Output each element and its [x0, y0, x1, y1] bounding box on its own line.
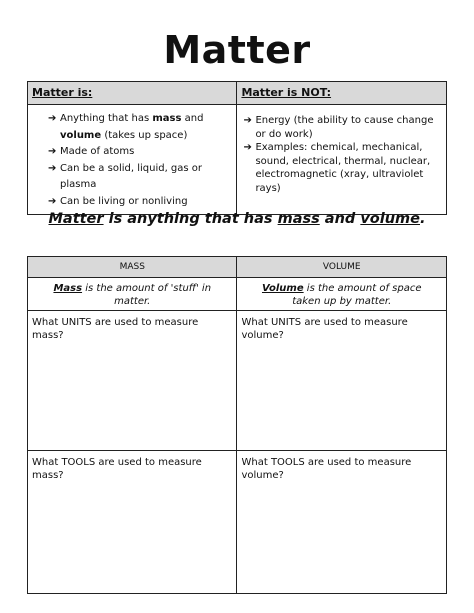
matter-is-item: ➔ Anything that has mass and volume (takes up space): [48, 113, 204, 141]
mass-units-question[interactable]: What UNITS are used to measure mass?: [28, 311, 237, 451]
matter-is-header: Matter is:: [28, 82, 237, 105]
matter-is-not-list: [243, 114, 440, 195]
matter-is-list: [34, 111, 230, 210]
arrow-bullet-icon: ➔: [243, 115, 252, 126]
mass-tools-question[interactable]: What TOOLS are used to measure mass?: [28, 451, 237, 594]
matter-is-item: ➔ Made of atoms: [48, 144, 230, 161]
matter-definition-statement: [0, 211, 474, 227]
mass-header: MASS: [28, 257, 237, 278]
statement-word-volume: volume: [360, 211, 420, 227]
arrow-bullet-icon: ➔: [48, 195, 57, 207]
arrow-bullet-icon: ➔: [48, 113, 57, 124]
matter-is-not-header: Matter is NOT:: [237, 82, 447, 105]
volume-tools-question[interactable]: What TOOLS are used to measure volume?: [237, 451, 447, 594]
matter-is-table: [27, 81, 447, 215]
statement-word-matter: Matter: [48, 211, 104, 227]
matter-is-not-item: ➔ Energy (the ability to cause change or do work): [243, 115, 434, 140]
matter-is-not-item: ➔ Examples: chemical, mechanical, sound, electrical, thermal, nuclear, electromagnetic (xray, ultraviolet rays): [243, 142, 431, 194]
page-title: Matter: [163, 28, 311, 72]
volume-header: VOLUME: [237, 257, 447, 278]
statement-text: .: [420, 211, 426, 227]
mass-definition: Mass is the amount of 'stuff' in matter.: [28, 278, 237, 311]
mass-volume-table: [27, 256, 447, 594]
arrow-bullet-icon: ➔: [243, 142, 252, 153]
matter-is-not-cell: [237, 105, 447, 215]
statement-text: is anything that has: [103, 211, 278, 227]
matter-is-item: ➔ Can be living or nonliving: [48, 194, 230, 211]
volume-definition: Volume is the amount of space taken up by matter.: [237, 278, 447, 311]
volume-units-question[interactable]: What UNITS are used to measure volume?: [237, 311, 447, 451]
arrow-bullet-icon: ➔: [48, 146, 57, 157]
matter-is-item: ➔ Can be a solid, liquid, gas or plasma: [48, 162, 203, 190]
statement-word-mass: mass: [277, 211, 320, 227]
statement-text: and: [319, 211, 361, 227]
arrow-bullet-icon: ➔: [48, 162, 57, 174]
matter-is-cell: [28, 105, 237, 215]
